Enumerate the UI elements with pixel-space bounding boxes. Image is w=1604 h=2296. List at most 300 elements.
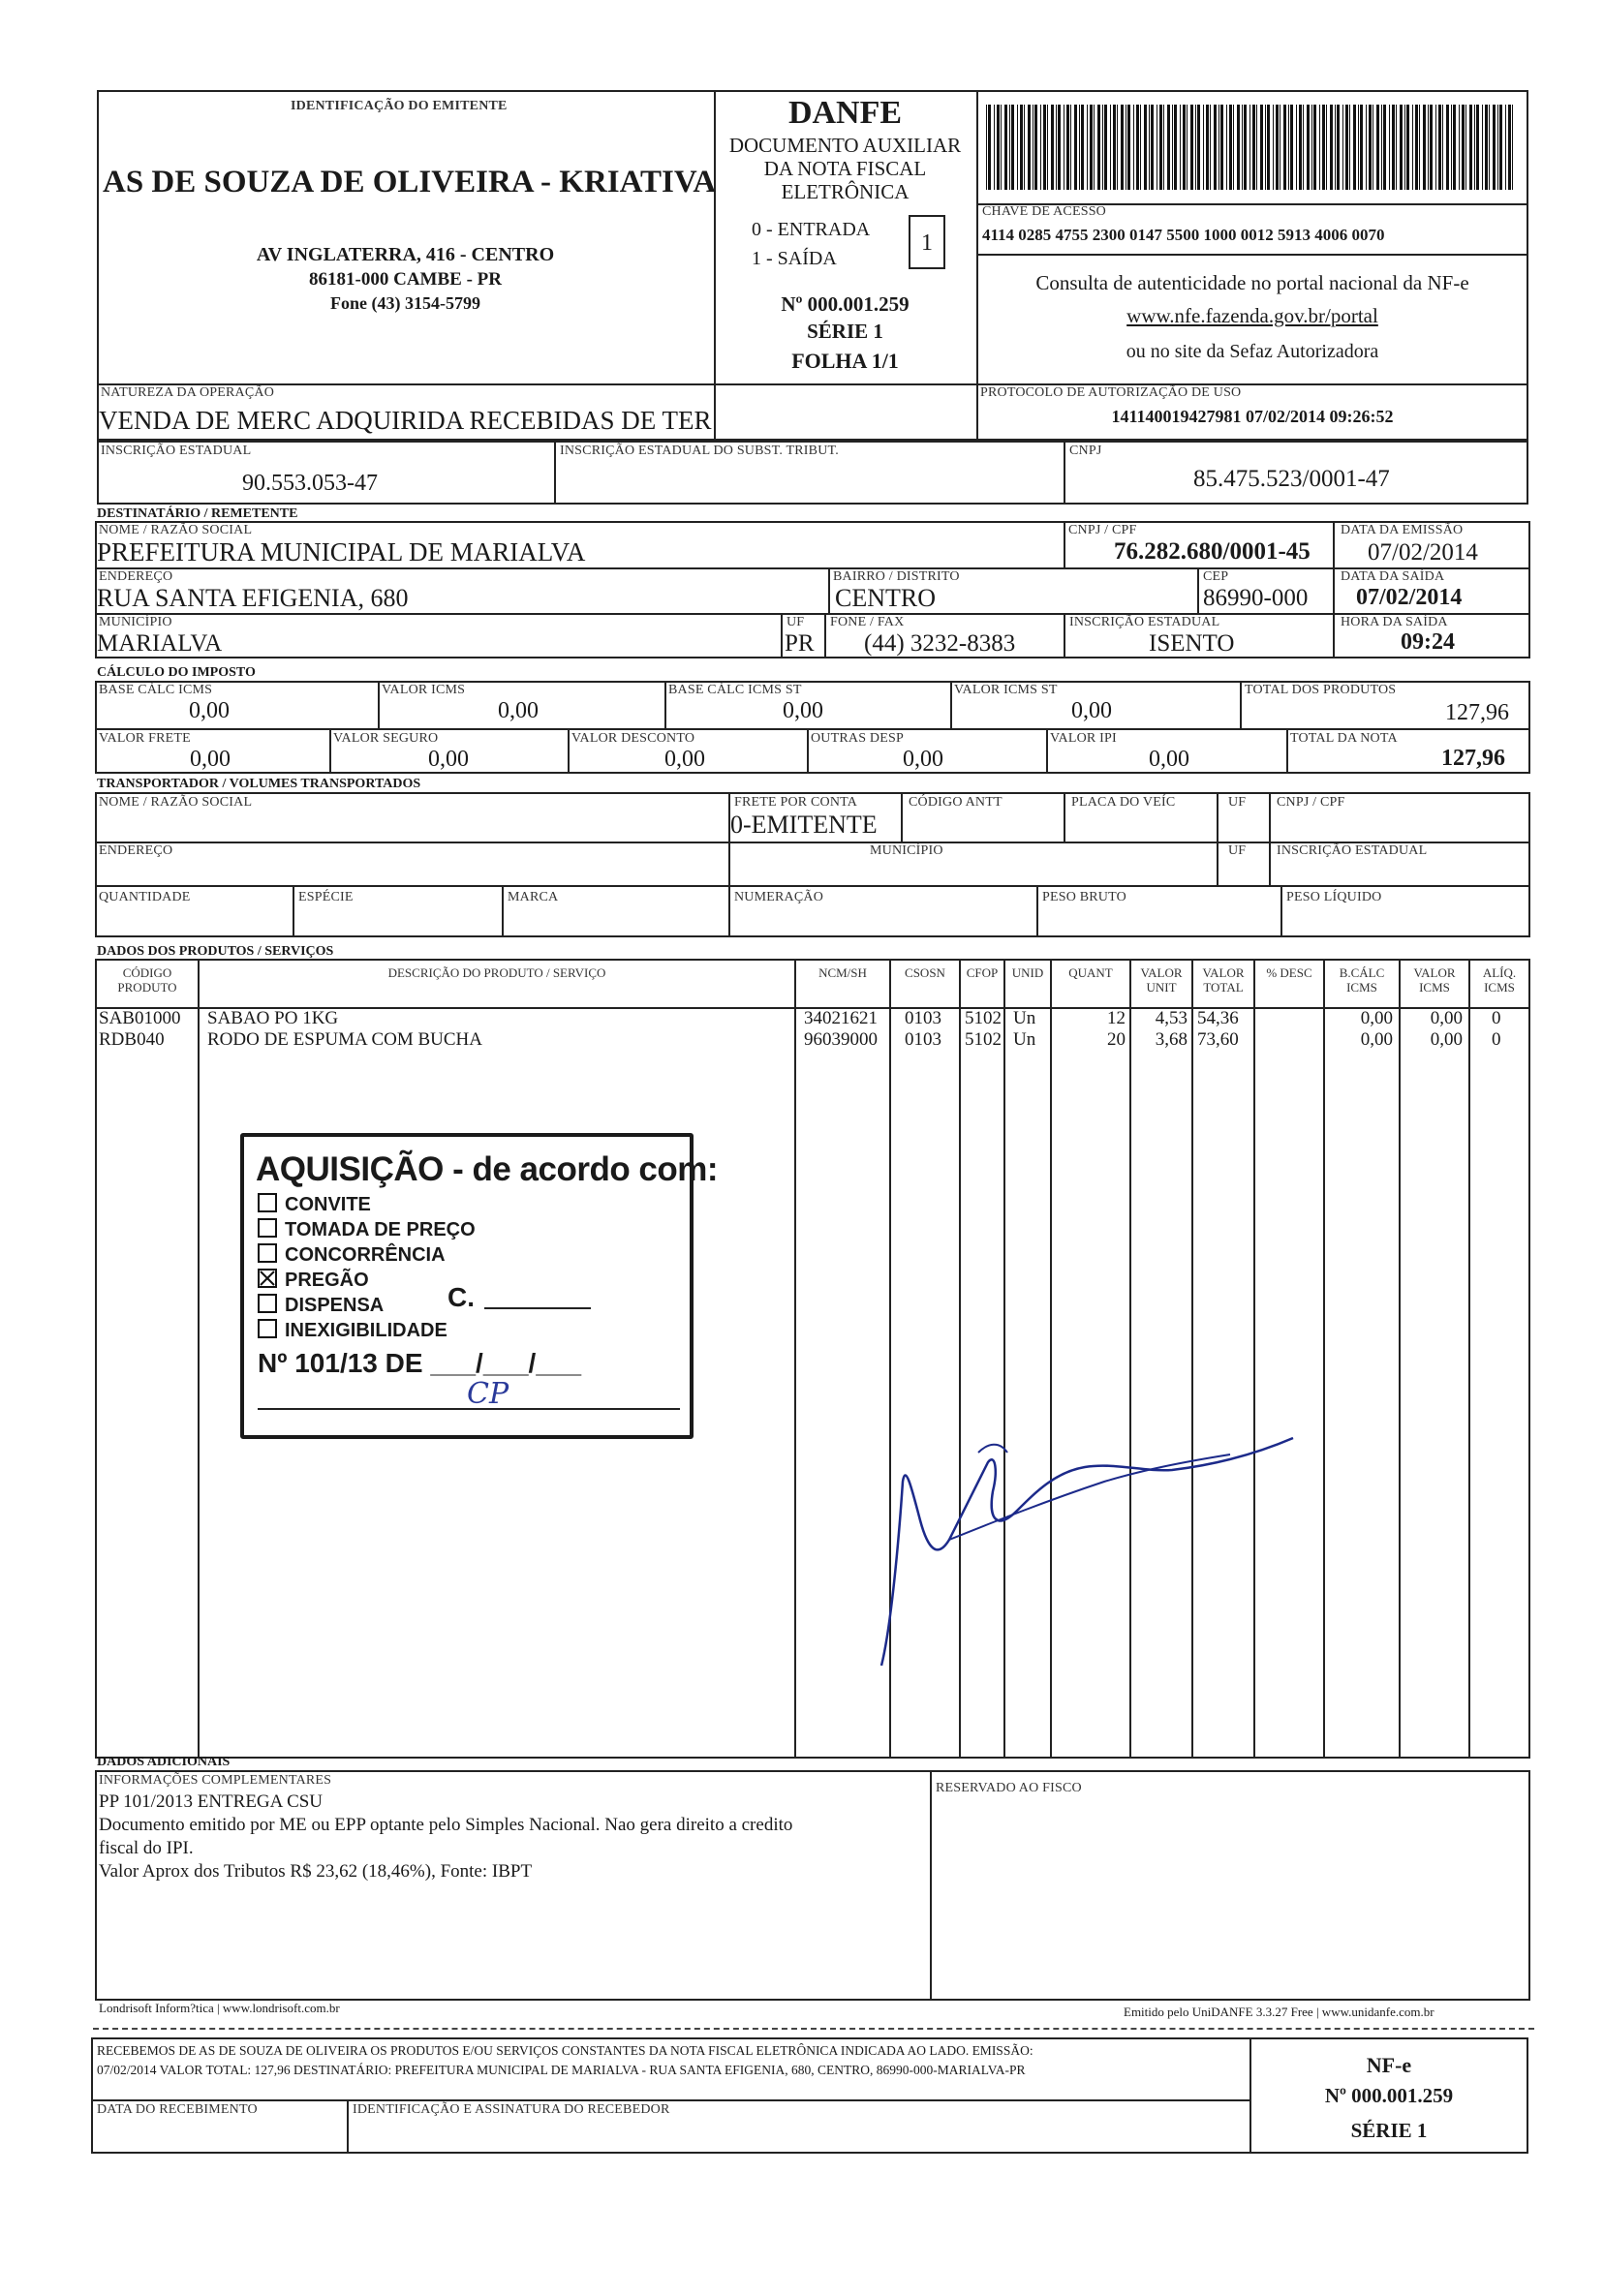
barcode-bar bbox=[1303, 105, 1304, 190]
barcode-bar bbox=[997, 105, 1000, 190]
transp-ie-label: INSCRIÇÃO ESTADUAL bbox=[1277, 843, 1428, 858]
barcode-bar bbox=[1187, 105, 1188, 190]
barcode-bar bbox=[1412, 105, 1413, 190]
stamp-option-concorrencia bbox=[258, 1243, 446, 1267]
barcode-bar bbox=[1299, 105, 1302, 190]
imposto-section: CÁLCULO DO IMPOSTO bbox=[97, 665, 256, 680]
total-produtos: 127,96 bbox=[1445, 700, 1509, 725]
chave-portal-link[interactable]: www.nfe.fazenda.gov.br/portal bbox=[1126, 304, 1378, 327]
barcode-bar bbox=[1066, 105, 1069, 190]
barcode-bar bbox=[1435, 105, 1436, 190]
barcode-bar bbox=[1322, 105, 1325, 190]
transp-bruto-label: PESO BRUTO bbox=[1042, 890, 1126, 904]
row1-ncm: 34021621 bbox=[804, 1008, 878, 1028]
checkbox-icon bbox=[258, 1193, 277, 1212]
row2-ncm: 96039000 bbox=[804, 1029, 878, 1050]
destinatario-section: DESTINATÁRIO / REMETENTE bbox=[97, 506, 298, 521]
th-quant: QUANT bbox=[1068, 965, 1113, 980]
barcode-bar bbox=[1474, 105, 1475, 190]
th-bcalc: B.CÁLC ICMS bbox=[1339, 965, 1385, 995]
dest-saida-label: DATA DA SAÍDA bbox=[1341, 569, 1445, 584]
barcode-bar bbox=[1020, 105, 1023, 190]
barcode-bar bbox=[986, 105, 987, 190]
barcode-bar bbox=[1009, 105, 1010, 190]
transp-municipio-label: MUNICÍPIO bbox=[870, 843, 943, 858]
barcode-bar bbox=[1056, 105, 1057, 190]
base-st: 0,00 bbox=[783, 698, 823, 723]
th-cfop: CFOP bbox=[966, 965, 999, 980]
row1-codigo: SAB01000 bbox=[99, 1008, 181, 1028]
canhoto-nfe: NF-e bbox=[1366, 2053, 1412, 2077]
row2-vicms: 0,00 bbox=[1430, 1029, 1463, 1050]
th-valor-unit: VALOR UNIT bbox=[1140, 965, 1183, 995]
total-nota: 127,96 bbox=[1441, 746, 1505, 771]
emitente-address: AV INGLATERRA, 416 - CENTRO bbox=[256, 244, 555, 265]
barcode-bar bbox=[1004, 105, 1007, 190]
dest-cnpj: 76.282.680/0001-45 bbox=[1114, 538, 1311, 565]
barcode-bar bbox=[1249, 105, 1250, 190]
barcode-bar bbox=[1206, 105, 1209, 190]
footer-right: Emitido pelo UniDANFE 3.3.27 Free | www.unidanfe.com.br bbox=[1124, 2005, 1434, 2019]
barcode-bar bbox=[1342, 105, 1343, 190]
stamp-option-inexigibilidade bbox=[258, 1319, 447, 1342]
barcode-bar bbox=[1237, 105, 1240, 190]
barcode-bar bbox=[994, 105, 995, 190]
transp-quantidade-label: QUANTIDADE bbox=[99, 890, 191, 904]
barcode-bar bbox=[1001, 105, 1002, 190]
valor-icms: 0,00 bbox=[498, 698, 539, 723]
transp-antt-label: CÓDIGO ANTT bbox=[909, 795, 1002, 810]
dest-municipio-label: MUNICÍPIO bbox=[99, 615, 172, 629]
barcode-bar bbox=[1290, 105, 1293, 190]
barcode-bar bbox=[1512, 105, 1513, 190]
dest-cnpj-label: CNPJ / CPF bbox=[1068, 523, 1137, 537]
barcode-bar bbox=[1203, 105, 1204, 190]
barcode-bar bbox=[1497, 105, 1498, 190]
barcode-bar bbox=[1242, 105, 1243, 190]
barcode-bar bbox=[1369, 105, 1372, 190]
ie-label: INSCRIÇÃO ESTADUAL bbox=[101, 444, 252, 458]
stamp-initials: CP bbox=[467, 1377, 509, 1411]
dest-bairro: CENTRO bbox=[835, 584, 936, 612]
barcode-bar bbox=[1183, 105, 1186, 190]
transp-frete-label: FRETE POR CONTA bbox=[734, 795, 858, 810]
barcode bbox=[986, 105, 1517, 190]
dest-fone: (44) 3232-8383 bbox=[864, 630, 1016, 657]
total-produtos-label: TOTAL DOS PRODUTOS bbox=[1245, 683, 1397, 697]
transp-uf2-label: UF bbox=[1228, 843, 1247, 858]
barcode-bar bbox=[1102, 105, 1103, 190]
barcode-bar bbox=[1070, 105, 1071, 190]
dest-nome-label: NOME / RAZÃO SOCIAL bbox=[99, 523, 253, 537]
barcode-bar bbox=[1104, 105, 1107, 190]
natureza-label: NATUREZA DA OPERAÇÃO bbox=[101, 385, 275, 400]
table-column-divider bbox=[794, 959, 796, 1759]
info-label: INFORMAÇÕES COMPLEMENTARES bbox=[99, 1773, 332, 1788]
fisco-label: RESERVADO AO FISCO bbox=[936, 1781, 1082, 1795]
dest-hora-label: HORA DA SAÍDA bbox=[1341, 615, 1448, 629]
row1-vicms: 0,00 bbox=[1430, 1008, 1463, 1028]
barcode-bar bbox=[1276, 105, 1279, 190]
transp-frete: 0-EMITENTE bbox=[730, 811, 878, 839]
barcode-bar bbox=[1423, 105, 1426, 190]
barcode-bar bbox=[1265, 105, 1266, 190]
barcode-bar bbox=[1090, 105, 1093, 190]
ipi-label: VALOR IPI bbox=[1050, 731, 1117, 746]
barcode-bar bbox=[1349, 105, 1350, 190]
barcode-bar bbox=[1011, 105, 1014, 190]
barcode-bar bbox=[1195, 105, 1196, 190]
emitente-name: AS DE SOUZA DE OLIVEIRA - KRIATIVA bbox=[103, 165, 717, 199]
barcode-bar bbox=[1319, 105, 1320, 190]
dest-municipio: MARIALVA bbox=[97, 630, 223, 657]
barcode-bar bbox=[1353, 105, 1356, 190]
checkbox-icon bbox=[258, 1319, 277, 1338]
barcode-bar bbox=[1381, 105, 1382, 190]
row1-quant: 12 bbox=[1107, 1008, 1126, 1028]
signature-graphic bbox=[852, 1394, 1298, 1675]
row2-codigo: RDB040 bbox=[99, 1029, 165, 1050]
transp-cnpj-label: CNPJ / CPF bbox=[1277, 795, 1345, 810]
barcode-bar bbox=[1400, 105, 1403, 190]
barcode-bar bbox=[1229, 105, 1232, 190]
stamp-numero: Nº 101/13 DE ___/___/___ bbox=[258, 1348, 582, 1378]
barcode-bar bbox=[1438, 105, 1441, 190]
table-column-divider bbox=[1323, 959, 1325, 1759]
stamp-option-label: CONCORRÊNCIA bbox=[285, 1244, 446, 1266]
stamp-option-dispensa bbox=[258, 1294, 384, 1317]
barcode-bar bbox=[1459, 105, 1460, 190]
barcode-bar bbox=[1358, 105, 1359, 190]
barcode-bar bbox=[1428, 105, 1429, 190]
barcode-bar bbox=[1430, 105, 1433, 190]
barcode-bar bbox=[1034, 105, 1037, 190]
barcode-bar bbox=[1214, 105, 1217, 190]
barcode-bar bbox=[1117, 105, 1118, 190]
barcode-bar bbox=[1383, 105, 1386, 190]
transp-especie-label: ESPÉCIE bbox=[298, 890, 354, 904]
canhoto-assinatura-label: IDENTIFICAÇÃO E ASSINATURA DO RECEBEDOR bbox=[353, 2102, 670, 2117]
barcode-bar bbox=[1288, 105, 1289, 190]
barcode-bar bbox=[1307, 105, 1310, 190]
barcode-bar bbox=[1273, 105, 1274, 190]
checkbox-checked-icon bbox=[258, 1269, 277, 1288]
valor-st: 0,00 bbox=[1071, 698, 1112, 723]
footer-left: Londrisoft Inform?tica | www.londrisoft.com.br bbox=[99, 2001, 340, 2015]
ipi: 0,00 bbox=[1149, 747, 1189, 772]
barcode-bar bbox=[1218, 105, 1219, 190]
produtos-section: DADOS DOS PRODUTOS / SERVIÇOS bbox=[97, 944, 334, 959]
dest-ie-label: INSCRIÇÃO ESTADUAL bbox=[1069, 615, 1220, 629]
stamp-option-label: INEXIGIBILIDADE bbox=[285, 1320, 447, 1341]
barcode-bar bbox=[1419, 105, 1420, 190]
barcode-bar bbox=[1376, 105, 1379, 190]
barcode-bar bbox=[1296, 105, 1297, 190]
barcode-bar bbox=[1451, 105, 1452, 190]
checkbox-icon bbox=[258, 1243, 277, 1263]
danfe-tipo: 1 bbox=[921, 230, 933, 256]
barcode-bar bbox=[1446, 105, 1449, 190]
base-st-label: BASE CÁLC ICMS ST bbox=[668, 683, 802, 697]
dest-emissao: 07/02/2014 bbox=[1368, 539, 1478, 566]
frete-label: VALOR FRETE bbox=[99, 731, 191, 746]
row1-valor-unit: 4,53 bbox=[1155, 1008, 1188, 1028]
th-desc: % DESC bbox=[1266, 965, 1312, 980]
dest-uf: PR bbox=[785, 630, 815, 657]
barcode-bar bbox=[1047, 105, 1048, 190]
th-vicms: VALOR ICMS bbox=[1413, 965, 1456, 995]
danfe-serie: SÉRIE 1 bbox=[807, 320, 883, 343]
barcode-bar bbox=[1151, 105, 1154, 190]
signature bbox=[852, 1394, 1298, 1675]
barcode-bar bbox=[1081, 105, 1084, 190]
barcode-bar bbox=[1113, 105, 1116, 190]
desconto-label: VALOR DESCONTO bbox=[571, 731, 695, 746]
stamp-option-label: TOMADA DE PREÇO bbox=[285, 1219, 476, 1240]
dest-saida: 07/02/2014 bbox=[1356, 585, 1463, 610]
barcode-bar bbox=[1335, 105, 1336, 190]
outras: 0,00 bbox=[903, 747, 943, 772]
row2-valor-unit: 3,68 bbox=[1155, 1029, 1188, 1050]
danfe-line2: DA NOTA FISCAL bbox=[763, 157, 927, 180]
dest-emissao-label: DATA DA EMISSÃO bbox=[1341, 523, 1464, 537]
info-line3: fiscal do IPI. bbox=[99, 1838, 194, 1858]
stamp-option-label: PREGÃO bbox=[285, 1270, 369, 1291]
barcode-bar bbox=[1210, 105, 1211, 190]
table-column-divider bbox=[1399, 959, 1401, 1759]
barcode-bar bbox=[1133, 105, 1134, 190]
danfe-line3: ELETRÔNICA bbox=[781, 180, 910, 203]
chave-value: 4114 0285 4755 2300 0147 5500 1000 0012 5913 4006 0070 bbox=[982, 226, 1385, 244]
chave-sefaz: ou no site da Sefaz Autorizadora bbox=[1126, 341, 1379, 362]
barcode-bar bbox=[1163, 105, 1164, 190]
barcode-bar bbox=[1190, 105, 1193, 190]
barcode-bar bbox=[1465, 105, 1466, 190]
barcode-bar bbox=[1094, 105, 1095, 190]
dest-endereco: RUA SANTA EFIGENIA, 680 bbox=[97, 584, 409, 612]
dest-bairro-label: BAIRRO / DISTRITO bbox=[833, 569, 960, 584]
barcode-bar bbox=[1074, 105, 1077, 190]
barcode-bar bbox=[1337, 105, 1340, 190]
canhoto-text1: RECEBEMOS DE AS DE SOUZA DE OLIVEIRA OS PRODUTOS E/OU SERVIÇOS CONSTANTES DA NOTA FISCAL ELETRÔNICA INDICADA AO LADO. EMISSÃO: bbox=[97, 2043, 1033, 2058]
outras-label: OUTRAS DESP bbox=[811, 731, 904, 746]
valor-icms-label: VALOR ICMS bbox=[382, 683, 466, 697]
frete: 0,00 bbox=[190, 747, 231, 772]
th-unid: UNID bbox=[1011, 965, 1044, 980]
transp-nome-label: NOME / RAZÃO SOCIAL bbox=[99, 795, 253, 810]
seguro-label: VALOR SEGURO bbox=[333, 731, 439, 746]
row1-aliq: 0 bbox=[1492, 1008, 1501, 1028]
transp-endereco-label: ENDEREÇO bbox=[99, 843, 173, 858]
tear-line bbox=[93, 2028, 1534, 2030]
barcode-bar bbox=[1127, 105, 1130, 190]
barcode-bar bbox=[1406, 105, 1409, 190]
row2-bcalc: 0,00 bbox=[1360, 1029, 1393, 1050]
barcode-bar bbox=[1028, 105, 1031, 190]
row2-valor-total: 73,60 bbox=[1197, 1029, 1239, 1050]
dest-cep: 86990-000 bbox=[1203, 585, 1309, 611]
barcode-bar bbox=[1180, 105, 1181, 190]
stamp-title: AQUISIÇÃO - de acordo com: bbox=[256, 1150, 719, 1188]
stamp-c-label: C. bbox=[447, 1282, 475, 1312]
stamp-option-tomada bbox=[258, 1218, 476, 1241]
barcode-bar bbox=[1505, 105, 1506, 190]
row1-unid: Un bbox=[1013, 1008, 1036, 1028]
transp-liquido-label: PESO LÍQUIDO bbox=[1286, 890, 1382, 904]
barcode-graphic bbox=[986, 105, 1517, 190]
cnpj-emit-value: 85.475.523/0001-47 bbox=[1193, 466, 1390, 492]
dest-ie: ISENTO bbox=[1149, 630, 1235, 657]
barcode-bar bbox=[1058, 105, 1061, 190]
table-column-divider bbox=[198, 959, 200, 1759]
barcode-bar bbox=[988, 105, 991, 190]
barcode-bar bbox=[1256, 105, 1257, 190]
barcode-bar bbox=[1197, 105, 1200, 190]
barcode-bar bbox=[1508, 105, 1511, 190]
base-icms-label: BASE CÁLC ICMS bbox=[99, 683, 213, 697]
desconto: 0,00 bbox=[664, 747, 705, 772]
protocolo-label: PROTOCOLO DE AUTORIZAÇÃO DE USO bbox=[980, 385, 1242, 400]
cnpj-emit-label: CNPJ bbox=[1069, 444, 1102, 458]
barcode-bar bbox=[1144, 105, 1147, 190]
barcode-bar bbox=[1260, 105, 1263, 190]
checkbox-icon bbox=[258, 1218, 277, 1238]
row2-cfop: 5102 bbox=[965, 1029, 1002, 1050]
transp-marca-label: MARCA bbox=[508, 890, 559, 904]
barcode-bar bbox=[1313, 105, 1316, 190]
danfe-folha: FOLHA 1/1 bbox=[791, 349, 899, 373]
barcode-bar bbox=[1252, 105, 1255, 190]
barcode-bar bbox=[1476, 105, 1479, 190]
base-icms: 0,00 bbox=[189, 698, 230, 723]
barcode-bar bbox=[1267, 105, 1270, 190]
row1-bcalc: 0,00 bbox=[1360, 1008, 1393, 1028]
row1-descricao: SABAO PO 1KG bbox=[207, 1008, 339, 1028]
row1-cfop: 5102 bbox=[965, 1008, 1002, 1028]
barcode-bar bbox=[1482, 105, 1483, 190]
barcode-bar bbox=[1174, 105, 1177, 190]
dest-endereco-label: ENDEREÇO bbox=[99, 569, 173, 584]
total-nota-label: TOTAL DA NOTA bbox=[1290, 731, 1398, 746]
emitente-city: 86181-000 CAMBE - PR bbox=[309, 269, 502, 290]
canhoto-data-label: DATA DO RECEBIMENTO bbox=[97, 2102, 258, 2117]
danfe-numero: Nº 000.001.259 bbox=[781, 292, 910, 316]
barcode-bar bbox=[1389, 105, 1390, 190]
barcode-bar bbox=[1233, 105, 1234, 190]
dest-nome: PREFEITURA MUNICIPAL DE MARIALVA bbox=[97, 537, 586, 566]
barcode-bar bbox=[1326, 105, 1327, 190]
ie-value: 90.553.053-47 bbox=[242, 471, 378, 496]
row1-csosn: 0103 bbox=[905, 1008, 941, 1028]
danfe-title: DANFE bbox=[787, 95, 903, 131]
row2-quant: 20 bbox=[1107, 1029, 1126, 1050]
stamp-option-pregao bbox=[258, 1269, 369, 1292]
canhoto-numero: Nº 000.001.259 bbox=[1324, 2084, 1454, 2107]
protocolo-value: 141140019427981 07/02/2014 09:26:52 bbox=[1111, 407, 1394, 426]
barcode-bar bbox=[1462, 105, 1465, 190]
table-column-divider bbox=[1468, 959, 1470, 1759]
barcode-bar bbox=[1493, 105, 1496, 190]
barcode-bar bbox=[1360, 105, 1363, 190]
ie-st-label: INSCRIÇÃO ESTADUAL DO SUBST. TRIBUT. bbox=[560, 444, 839, 458]
info-line4: Valor Aprox dos Tributos R$ 23,62 (18,46%), Fonte: IBPT bbox=[99, 1861, 533, 1882]
barcode-bar bbox=[1453, 105, 1456, 190]
barcode-bar bbox=[1043, 105, 1046, 190]
info-line2: Documento emitido por ME ou EPP optante pelo Simples Nacional. Nao gera direito a credito bbox=[99, 1815, 793, 1835]
barcode-bar bbox=[1283, 105, 1286, 190]
dest-uf-label: UF bbox=[787, 615, 805, 629]
barcode-bar bbox=[1136, 105, 1139, 190]
barcode-bar bbox=[1220, 105, 1223, 190]
transp-uf-label: UF bbox=[1228, 795, 1247, 810]
barcode-bar bbox=[1485, 105, 1488, 190]
th-csosn: CSOSN bbox=[905, 965, 945, 980]
barcode-bar bbox=[1442, 105, 1443, 190]
checkbox-icon bbox=[258, 1294, 277, 1313]
barcode-bar bbox=[1392, 105, 1395, 190]
row2-unid: Un bbox=[1013, 1029, 1036, 1050]
adicionais-section: DADOS ADICIONAIS bbox=[97, 1755, 231, 1769]
stamp-option-label: CONVITE bbox=[285, 1194, 371, 1215]
transportador-section: TRANSPORTADOR / VOLUMES TRANSPORTADOS bbox=[97, 777, 421, 791]
barcode-bar bbox=[1110, 105, 1111, 190]
row2-descricao: RODO DE ESPUMA COM BUCHA bbox=[207, 1029, 482, 1050]
barcode-bar bbox=[1024, 105, 1025, 190]
valor-st-label: VALOR ICMS ST bbox=[954, 683, 1058, 697]
barcode-bar bbox=[1040, 105, 1041, 190]
barcode-bar bbox=[1244, 105, 1247, 190]
row1-valor-total: 54,36 bbox=[1197, 1008, 1239, 1028]
barcode-bar bbox=[1140, 105, 1141, 190]
barcode-bar bbox=[1051, 105, 1054, 190]
barcode-bar bbox=[1097, 105, 1100, 190]
barcode-bar bbox=[1469, 105, 1472, 190]
chave-consulta: Consulta de autenticidade no portal nacional da NF-e bbox=[1035, 271, 1469, 294]
barcode-bar bbox=[1330, 105, 1333, 190]
barcode-bar bbox=[1172, 105, 1173, 190]
barcode-bar bbox=[1345, 105, 1348, 190]
canhoto-text2: 07/02/2014 VALOR TOTAL: 127,96 DESTINATÁRIO: PREFEITURA MUNICIPAL DE MARIALVA - RUA SANTA EFIGENIA, 680, CENTRO, 86990-000-MARIALVA-PR bbox=[97, 2063, 1026, 2077]
transp-placa-label: PLACA DO VEÍC bbox=[1071, 795, 1176, 810]
barcode-bar bbox=[1366, 105, 1367, 190]
th-descricao: DESCRIÇÃO DO PRODUTO / SERVIÇO bbox=[387, 965, 606, 980]
danfe-line1: DOCUMENTO AUXILIAR bbox=[728, 134, 962, 157]
barcode-bar bbox=[1121, 105, 1124, 190]
emitente-phone: Fone (43) 3154-5799 bbox=[330, 293, 480, 313]
dest-hora: 09:24 bbox=[1401, 629, 1455, 655]
aquisicao-stamp bbox=[240, 1133, 719, 1439]
stamp-option-convite bbox=[258, 1193, 371, 1216]
barcode-bar bbox=[1311, 105, 1312, 190]
barcode-bar bbox=[1499, 105, 1502, 190]
row2-aliq: 0 bbox=[1492, 1029, 1501, 1050]
th-ncm: NCM/SH bbox=[818, 965, 867, 980]
canhoto-serie: SÉRIE 1 bbox=[1350, 2119, 1428, 2142]
barcode-bar bbox=[1167, 105, 1170, 190]
row2-csosn: 0103 bbox=[905, 1029, 941, 1050]
barcode-bar bbox=[1404, 105, 1405, 190]
danfe-saida: 1 - SAÍDA bbox=[752, 248, 837, 269]
danfe-entrada: 0 - ENTRADA bbox=[752, 219, 871, 240]
chave-label: CHAVE DE ACESSO bbox=[982, 204, 1106, 219]
barcode-bar bbox=[1415, 105, 1418, 190]
barcode-bar bbox=[1159, 105, 1162, 190]
info-line1: PP 101/2013 ENTREGA CSU bbox=[99, 1791, 324, 1812]
transp-numeracao-label: NUMERAÇÃO bbox=[734, 890, 824, 904]
natureza-value: VENDA DE MERC ADQUIRIDA RECEBIDAS DE TER bbox=[99, 406, 712, 435]
dest-fone-label: FONE / FAX bbox=[830, 615, 905, 629]
stamp-option-label: DISPENSA bbox=[285, 1295, 385, 1316]
